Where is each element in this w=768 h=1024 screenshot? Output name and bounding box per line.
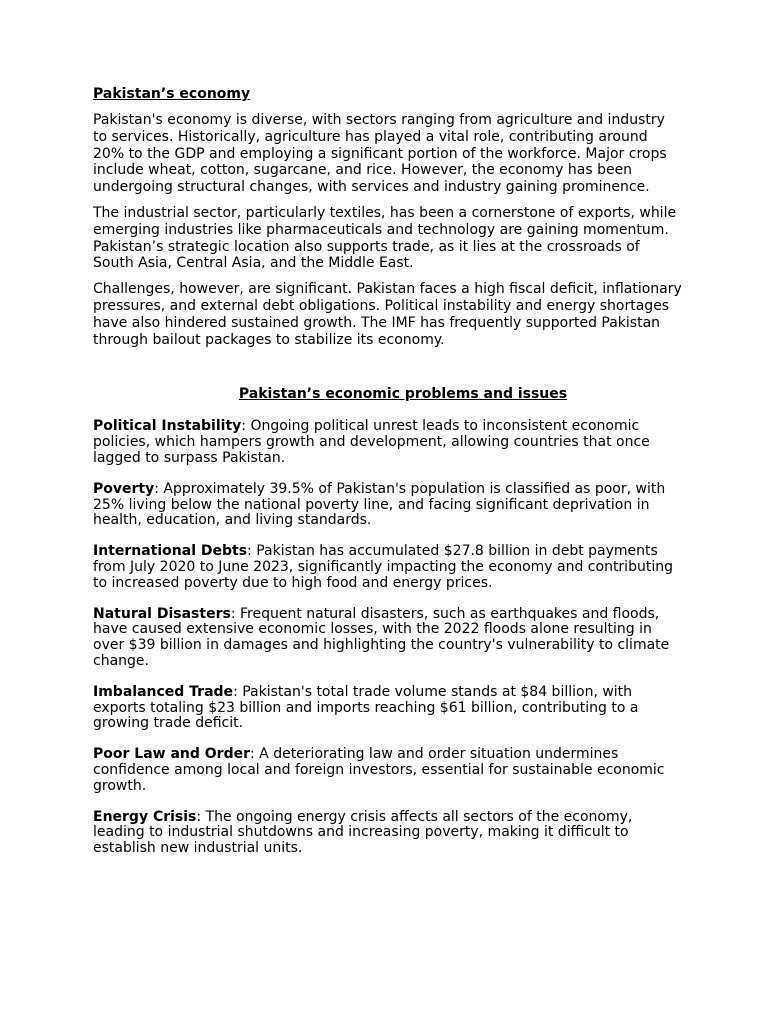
issue-text: : Pakistan's total trade volume stands at $84 billion, with exports totaling $23 billion and imports reaching $61 billion, contributing to a growing trade deficit. [93,683,639,732]
issue-text: : Ongoing political unrest leads to inconsistent economic policies, which hampers growth and development, allowing countries that once lagged to surpass Pakistan. [93,418,650,466]
issue-imbalanced-trade [93,685,683,732]
issue-term: Natural Disasters [93,605,231,622]
issue-term: Poverty [93,480,155,497]
issue-poor-law-and-order [93,747,683,794]
issue-poverty [93,482,683,529]
issue-term: International Debts [93,543,248,560]
document-page [93,86,683,872]
issue-term: Poor Law and Order [93,746,250,763]
issue-term: Political Instability [93,418,242,435]
issue-text: : A deteriorating law and order situation undermines confidence among local and foreign investors, essential for sustainable economic growth. [93,746,665,794]
issue-energy-crisis [93,810,683,857]
issue-term: Energy Crisis [93,808,197,825]
issue-text: : Pakistan has accumulated $27.8 billion in debt payments from July 2020 to June 2023, significantly impacting the economy and contributing to increased poverty due to high food and energy prices. [93,543,673,591]
issue-text: : The ongoing energy crisis affects all sectors of the economy, leading to industrial shutdowns and increasing poverty, making it difficult to establish new industrial units. [93,808,633,857]
issue-text: : Approximately 39.5% of Pakistan's population is classified as poor, with 25% living below the national poverty line, and facing significant deprivation in health, education, and living standards. [93,480,666,529]
intro-paragraph-2: The industrial sector, particularly textiles, has been a cornerstone of exports, while emerging industries like pharmaceuticals and technology are gaining momentum. Pakistan’s strategic location also supports trade, as it lies at the crossroads of South Asia, Central Asia, and the Middle East. [93,204,677,272]
document-title: Pakistan’s economy [93,86,251,102]
intro-paragraph-1: Pakistan's economy is diverse, with sectors ranging from agriculture and industry to services. Historically, agriculture has played a vital role, contributing around 20% to the GDP and employing a significant portion of the workforce. Major crops include wheat, cotton, sugarcane, and rice. However, the economy has been undergoing structural changes, with services and industry gaining prominence. [93,112,667,196]
problems-heading: Pakistan’s economic problems and issues [238,386,568,403]
intro-paragraph-3: Challenges, however, are significant. Pakistan faces a high fiscal deficit, inflationary pressures, and external debt obligations. Political instability and energy shortages have also hindered sustained growth. The IMF has frequently supported Pakistan through bailout packages to stabilize its economy. [93,281,682,348]
issue-political-instability [93,419,683,466]
issue-text: : Frequent natural disasters, such as earthquakes and floods, have caused extensive economic losses, with the 2022 floods alone resulting in over $39 billion in damages and highlighting the country's vulnerability to climate change. [93,605,670,669]
issue-international-debts [93,544,683,591]
issue-natural-disasters [93,607,683,670]
issue-term: Imbalanced Trade [93,683,234,700]
